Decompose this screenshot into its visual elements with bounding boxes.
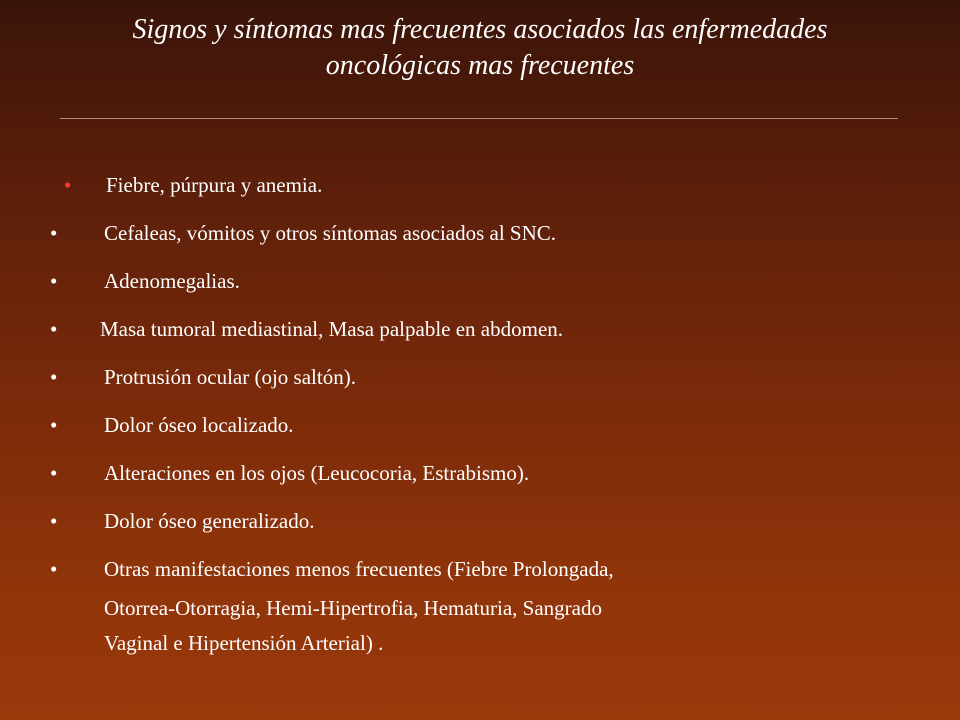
slide-title-line-2: oncológicas mas frecuentes (325, 50, 635, 81)
bullet-icon: • (50, 269, 58, 293)
bullet-icon: • (50, 509, 58, 533)
list-item-text: Protrusión ocular (ojo saltón). (104, 365, 356, 389)
list-item-text: Alteraciones en los ojos (Leucocoria, Estrabismo). (104, 461, 530, 485)
list-item-text: Cefaleas, vómitos y otros síntomas asociados al SNC. (104, 221, 557, 245)
bullet-icon: • (50, 365, 58, 389)
bullet-icon: • (64, 173, 72, 197)
slide-title-line-1: Signos y síntomas mas frecuentes asociados las enfermedades (132, 14, 828, 45)
list-item-continuation: Vaginal e Hipertensión Arterial) . (104, 631, 384, 655)
list-item-text: Masa tumoral mediastinal, Masa palpable en abdomen. (100, 317, 564, 341)
bullet-icon: • (50, 461, 58, 485)
bullet-icon: • (50, 317, 58, 341)
list-item-text: Dolor óseo generalizado. (104, 509, 315, 533)
bullet-icon: • (50, 557, 58, 581)
list-item-continuation: Otorrea-Otorragia, Hemi-Hipertrofia, Hematuria, Sangrado (104, 596, 602, 620)
list-item-text: Dolor óseo localizado. (104, 413, 294, 437)
bullet-icon: • (50, 413, 58, 437)
bullet-icon: • (50, 221, 58, 245)
list-item-text: Adenomegalias. (104, 269, 240, 293)
list-item-text: Otras manifestaciones menos frecuentes (Fiebre Prolongada, (104, 557, 614, 581)
list-item-text: Fiebre, púrpura y anemia. (106, 173, 323, 197)
